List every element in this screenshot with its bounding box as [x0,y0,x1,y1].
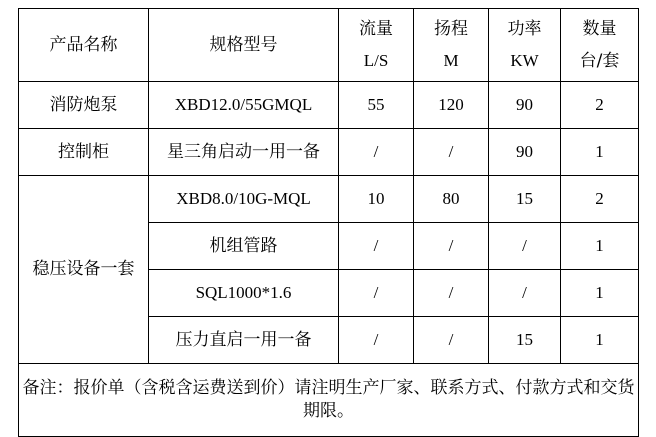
cell-quantity: 2 [561,176,639,223]
cell-product-name: 消防炮泵 [19,82,149,129]
header-unit-head: M [443,51,459,70]
cell-note [19,364,639,437]
cell-flow: / [339,317,414,364]
cell-flow: / [339,223,414,270]
table-note-row [19,364,639,437]
cell-quantity: 1 [561,129,639,176]
header-cell-product-name [19,9,149,82]
cell-head: / [414,317,489,364]
note-text: 备注：报价单（含税含运费送到价）请注明生产厂家、联系方式、付款方式和交货期限。 [22,378,635,421]
header-label-model-spec: 规格型号 [209,34,278,55]
cell-quantity: 1 [561,223,639,270]
cell-model: SQL1000*1.6 [149,270,339,317]
cell-quantity: 1 [561,270,639,317]
header-cell-model-spec [149,9,339,82]
cell-model: 压力直启一用一备 [149,317,339,364]
cell-head: 80 [414,176,489,223]
cell-power: 15 [489,317,561,364]
cell-flow: 55 [339,82,414,129]
cell-model: 机组管路 [149,223,339,270]
cell-head: / [414,270,489,317]
cell-head: / [414,129,489,176]
header-unit-flow: L/S [363,51,389,70]
cell-product-name-merged: 稳压设备一套 [19,176,149,364]
cell-model: 星三角启动一用一备 [149,129,339,176]
product-spec-table [18,8,639,437]
cell-flow: / [339,270,414,317]
cell-model: XBD8.0/10G-MQL [149,176,339,223]
header-label-product-name: 产品名称 [49,34,118,55]
header-label-head: 扬程 [434,18,468,39]
cell-power: 90 [489,129,561,176]
header-label-flow: 流量 [359,18,393,39]
cell-power: 15 [489,176,561,223]
table-header-row [19,9,639,82]
cell-quantity: 2 [561,82,639,129]
cell-power: / [489,270,561,317]
table-row [19,176,639,223]
header-cell-flow [339,9,414,82]
cell-quantity: 1 [561,317,639,364]
cell-power: 90 [489,82,561,129]
cell-model: XBD12.0/55GMQL [149,82,339,129]
cell-flow: 10 [339,176,414,223]
header-cell-head [414,9,489,82]
cell-power: / [489,223,561,270]
cell-product-name: 控制柜 [19,129,149,176]
cell-head: 120 [414,82,489,129]
cell-flow: / [339,129,414,176]
header-unit-power: KW [510,51,539,70]
header-cell-quantity [561,9,639,82]
table-row [19,82,639,129]
header-label-quantity: 数量 [582,18,617,39]
header-cell-power [489,9,561,82]
header-label-power: 功率 [507,18,542,39]
spec-table-container [18,8,638,437]
table-row [19,129,639,176]
cell-head: / [414,223,489,270]
header-unit-quantity: 台/套 [579,51,620,71]
